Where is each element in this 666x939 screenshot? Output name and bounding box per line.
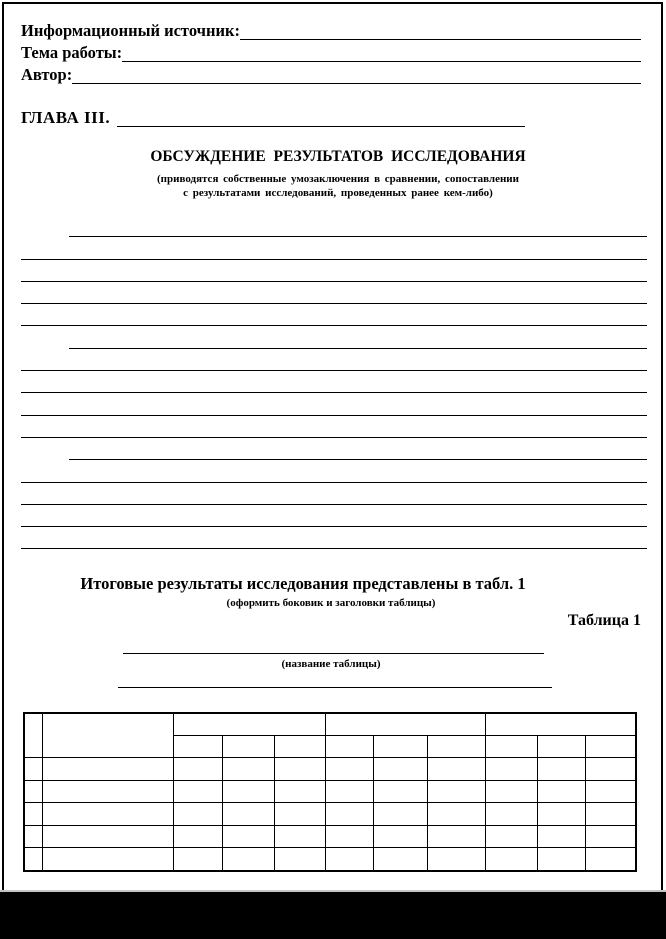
field-label-topic: Тема работы: <box>21 43 123 62</box>
chapter-row <box>21 108 641 128</box>
table-header-row-groups <box>24 713 636 736</box>
results-table <box>23 712 637 872</box>
table-cell <box>42 825 173 848</box>
writing-line <box>21 460 647 482</box>
table-cell <box>427 758 485 781</box>
results-format-note: (оформить боковик и заголовки таблицы) <box>226 597 436 610</box>
table-cell <box>485 780 537 803</box>
table-cell-stub-header <box>42 713 173 758</box>
table-name-line-bottom <box>118 687 552 688</box>
table-cell <box>173 780 222 803</box>
writing-line <box>69 438 647 460</box>
table-cell <box>585 825 636 848</box>
table-cell <box>325 825 373 848</box>
table-row <box>24 848 636 871</box>
table-caption: Таблица 1 <box>567 612 641 630</box>
table-cell <box>325 780 373 803</box>
table-cell <box>173 803 222 826</box>
table-name-note: (название таблицы) <box>281 658 381 671</box>
table-cell <box>222 758 274 781</box>
writing-line <box>69 215 647 237</box>
field-row-author <box>21 64 641 86</box>
table-cell <box>42 780 173 803</box>
writing-line <box>21 393 647 415</box>
writing-line <box>21 304 647 326</box>
field-label-author: Автор: <box>21 65 73 84</box>
table-cell <box>24 803 42 826</box>
table-cell <box>24 780 42 803</box>
table-cell <box>537 825 585 848</box>
results-statement: Итоговые результаты исследования представлены в табл. 1 <box>80 574 526 594</box>
writing-line <box>69 326 647 348</box>
table-cell <box>585 780 636 803</box>
table-cell <box>427 848 485 871</box>
writing-line <box>21 483 647 505</box>
table-cell <box>537 803 585 826</box>
table-cell <box>373 848 427 871</box>
table-cell <box>24 848 42 871</box>
table-cell-subheader <box>485 736 537 758</box>
table-cell <box>537 758 585 781</box>
blank-line-author <box>72 64 641 84</box>
table-cell <box>585 803 636 826</box>
blank-line-topic <box>122 42 641 62</box>
section-title: ОБСУЖДЕНИЕ РЕЗУЛЬТАТОВ ИССЛЕДОВАНИЯ <box>150 148 526 165</box>
table-cell <box>42 848 173 871</box>
table-cell <box>585 848 636 871</box>
table-cell <box>373 803 427 826</box>
table-cell-subheader <box>373 736 427 758</box>
writing-line <box>21 237 647 259</box>
table-cell <box>537 780 585 803</box>
table-cell <box>274 758 325 781</box>
table-cell-subheader <box>173 736 222 758</box>
table-cell <box>373 825 427 848</box>
table-row <box>24 803 636 826</box>
writing-line <box>21 416 647 438</box>
table-cell <box>42 758 173 781</box>
table-row <box>24 780 636 803</box>
writing-line <box>21 349 647 371</box>
table-cell-group-header <box>485 713 636 736</box>
table-cell-subheader <box>222 736 274 758</box>
table-cell <box>485 803 537 826</box>
table-cell-group-header <box>325 713 485 736</box>
chapter-blank-line <box>117 108 525 127</box>
table-cell-group-header <box>173 713 325 736</box>
writing-lines-block <box>21 215 647 549</box>
table-cell <box>274 780 325 803</box>
table-cell <box>173 758 222 781</box>
writing-line <box>21 371 647 393</box>
page-content <box>4 4 661 892</box>
table-cell <box>274 803 325 826</box>
field-row-topic <box>21 42 641 64</box>
field-label-source: Информационный источник: <box>21 21 240 40</box>
table-cell <box>427 780 485 803</box>
section-note <box>35 172 641 200</box>
table-cell-subheader <box>427 736 485 758</box>
table-cell <box>485 848 537 871</box>
table-cell <box>485 825 537 848</box>
writing-line <box>21 527 647 549</box>
table-cell <box>173 825 222 848</box>
table-cell <box>585 758 636 781</box>
section-note-line1: (приводятся собственные умозаключения в сравнении, сопоставлении <box>157 173 519 185</box>
table-cell <box>537 848 585 871</box>
table-cell-subheader <box>585 736 636 758</box>
table-cell <box>325 803 373 826</box>
table-cell <box>222 825 274 848</box>
table-cell <box>24 758 42 781</box>
table-cell <box>325 758 373 781</box>
writing-line <box>21 505 647 527</box>
table-cell <box>274 825 325 848</box>
scan-black-band <box>0 890 666 939</box>
table-cell <box>222 780 274 803</box>
table-cell <box>173 848 222 871</box>
table-cell <box>325 848 373 871</box>
table-cell <box>274 848 325 871</box>
table-row <box>24 825 636 848</box>
field-row-source <box>21 20 641 42</box>
table-cell <box>427 825 485 848</box>
table-cell <box>427 803 485 826</box>
writing-line <box>21 282 647 304</box>
page-border-frame <box>2 2 663 894</box>
table-cell <box>42 803 173 826</box>
table-row <box>24 758 636 781</box>
table-cell <box>24 825 42 848</box>
table-cell <box>222 848 274 871</box>
table-cell-subheader <box>537 736 585 758</box>
table-cell <box>373 758 427 781</box>
chapter-label: ГЛАВА III. <box>21 108 111 127</box>
section-note-line2: с результатами исследований, проведенных ранее кем-либо) <box>183 187 493 199</box>
table-cell <box>485 758 537 781</box>
table-name-line-top <box>123 653 544 654</box>
table-cell <box>222 803 274 826</box>
table-cell-number-header <box>24 713 42 758</box>
writing-line <box>21 260 647 282</box>
table-cell <box>373 780 427 803</box>
table-cell-subheader <box>274 736 325 758</box>
blank-line-source <box>240 20 641 40</box>
discussion-section <box>21 148 641 200</box>
table-cell-subheader <box>325 736 373 758</box>
